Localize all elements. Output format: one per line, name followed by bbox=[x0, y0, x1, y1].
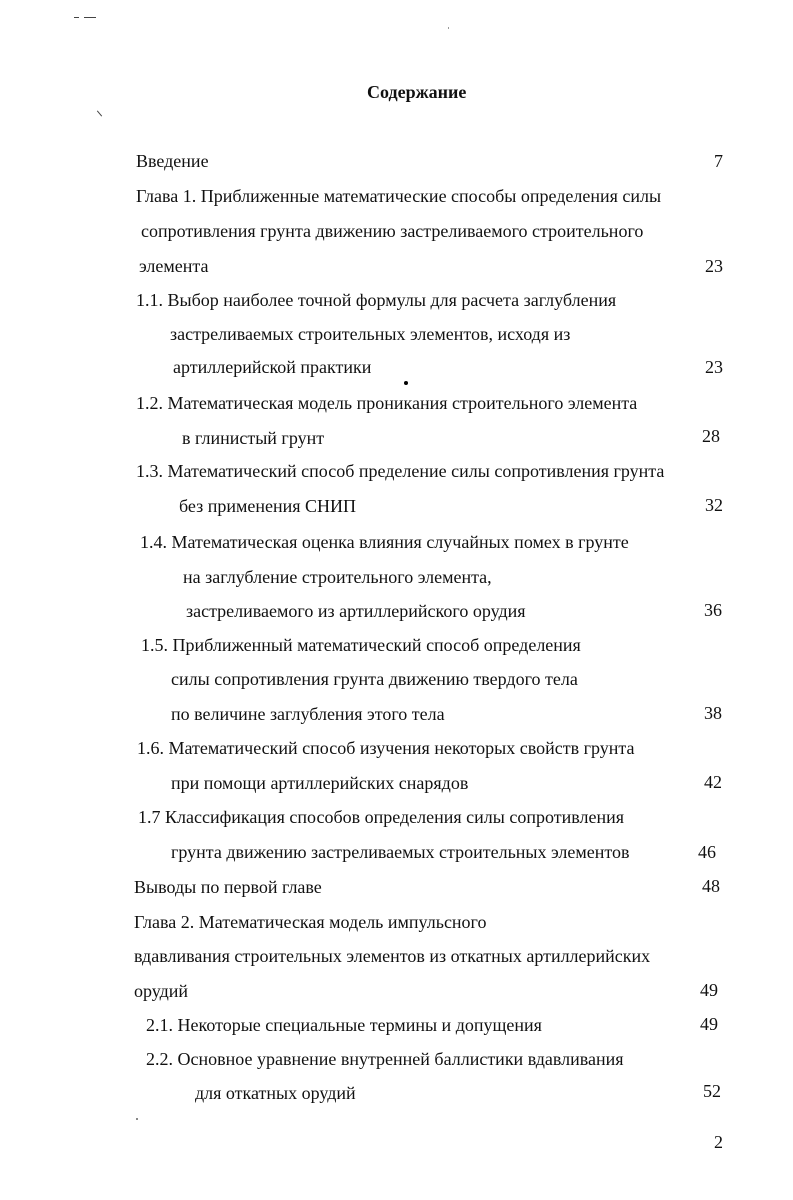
toc-page-number: 38 bbox=[704, 703, 722, 723]
toc-entry-text: сопротивления грунта движению застреливаемого строительного bbox=[141, 221, 644, 241]
toc-entry-text: 1.5. Приближенный математический способ определения bbox=[141, 635, 581, 655]
toc-entry-text: застреливаемых строительных элементов, исходя из bbox=[170, 324, 571, 344]
toc-entry-text: на заглубление строительного элемента, bbox=[183, 567, 492, 587]
toc-entry-text: без применения СНИП bbox=[179, 496, 357, 516]
toc-page-number: 28 bbox=[702, 426, 720, 446]
toc-page-number: 49 bbox=[700, 1014, 718, 1034]
toc-entry-text: для откатных орудий bbox=[195, 1083, 356, 1103]
toc-entry-text: застреливаемого из артиллерийского орудия bbox=[186, 601, 526, 621]
toc-page-number: 42 bbox=[704, 772, 722, 792]
toc-entry-text: Введение bbox=[136, 151, 209, 171]
toc-entry-text: Глава 1. Приближенные математические способы определения силы bbox=[136, 186, 662, 206]
toc-entry-text: артиллерийской практики bbox=[173, 357, 372, 377]
toc-entry-text: в глинистый грунт bbox=[182, 428, 325, 448]
toc-entry-text: элемента bbox=[139, 256, 209, 276]
toc-page-number: 32 bbox=[705, 495, 723, 515]
toc-page-number: 52 bbox=[703, 1081, 721, 1101]
toc-page-number: 36 bbox=[704, 600, 722, 620]
toc-entry-text: Глава 2. Математическая модель импульсного bbox=[134, 912, 487, 932]
toc-page-number: 46 bbox=[698, 842, 716, 862]
toc-page-number: 23 bbox=[705, 256, 723, 276]
toc-entry-text: 1.7 Классификация способов определения силы сопротивления bbox=[138, 807, 625, 827]
toc-entry-text: по величине заглубления этого тела bbox=[171, 704, 445, 724]
toc-entry-text: 1.2. Математическая модель проникания строительного элемента bbox=[136, 393, 638, 413]
toc-entry-text: 2.1. Некоторые специальные термины и допущения bbox=[146, 1015, 542, 1035]
toc-entry-text: Выводы по первой главе bbox=[134, 877, 322, 897]
toc-entry-text: при помощи артиллерийских снарядов bbox=[171, 773, 469, 793]
toc-page-number: 23 bbox=[705, 357, 723, 377]
toc-entry-text: орудий bbox=[134, 981, 189, 1001]
toc-entry-text: 1.3. Математический способ пределение силы сопротивления грунта bbox=[136, 461, 665, 481]
scan-speck bbox=[97, 110, 102, 116]
toc-entry-text: 1.6. Математический способ изучения некоторых свойств грунта bbox=[137, 738, 635, 758]
toc-entry-text: 2.2. Основное уравнение внутренней баллистики вдавливания bbox=[146, 1049, 624, 1069]
toc-page-number: 49 bbox=[700, 980, 718, 1000]
scan-speck bbox=[74, 17, 79, 18]
scan-speck bbox=[448, 27, 449, 29]
toc-entry-text: грунта движению застреливаемых строительных элементов bbox=[171, 842, 630, 862]
toc-entry-text: силы сопротивления грунта движению твердого тела bbox=[171, 669, 578, 689]
toc-entry-text: 1.1. Выбор наиболее точной формулы для расчета заглубления bbox=[136, 290, 617, 310]
toc-page-number: 48 bbox=[702, 876, 720, 896]
scan-speck bbox=[84, 17, 96, 18]
toc-title: Содержание bbox=[367, 82, 467, 102]
page-number: 2 bbox=[714, 1132, 723, 1152]
toc-page-number: 7 bbox=[714, 151, 723, 171]
scan-speck bbox=[404, 381, 408, 385]
scan-speck bbox=[136, 1118, 138, 1120]
toc-entry-text: вдавливания строительных элементов из откатных артиллерийских bbox=[134, 946, 651, 966]
toc-entry-text: 1.4. Математическая оценка влияния случайных помех в грунте bbox=[140, 532, 629, 552]
